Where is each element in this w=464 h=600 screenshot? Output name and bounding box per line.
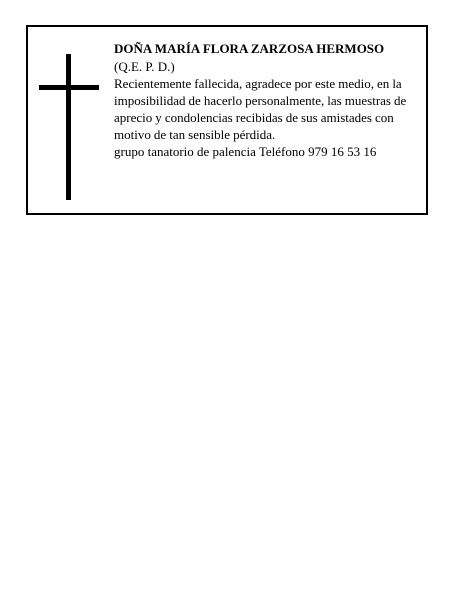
cross-vertical-bar — [66, 54, 71, 200]
qepd-label: (Q.E. P. D.) — [114, 59, 175, 74]
deceased-name: DOÑA MARÍA FLORA ZARZOSA HERMOSO — [114, 41, 385, 56]
funeral-home-contact: grupo tanatorio de palencia Teléfono 979 16 53 16 — [114, 144, 377, 159]
notice-text — [114, 40, 420, 160]
cross-icon — [39, 54, 99, 200]
obituary-notice — [26, 25, 428, 215]
notice-message: Recientemente fallecida, agradece por este medio, en la imposibilidad de hacerlo personalmente, las muestras de aprecio y condolencias recibidas de sus amistades con motivo de tan sensible pérdida. — [114, 76, 407, 142]
cross-horizontal-bar — [39, 85, 99, 90]
